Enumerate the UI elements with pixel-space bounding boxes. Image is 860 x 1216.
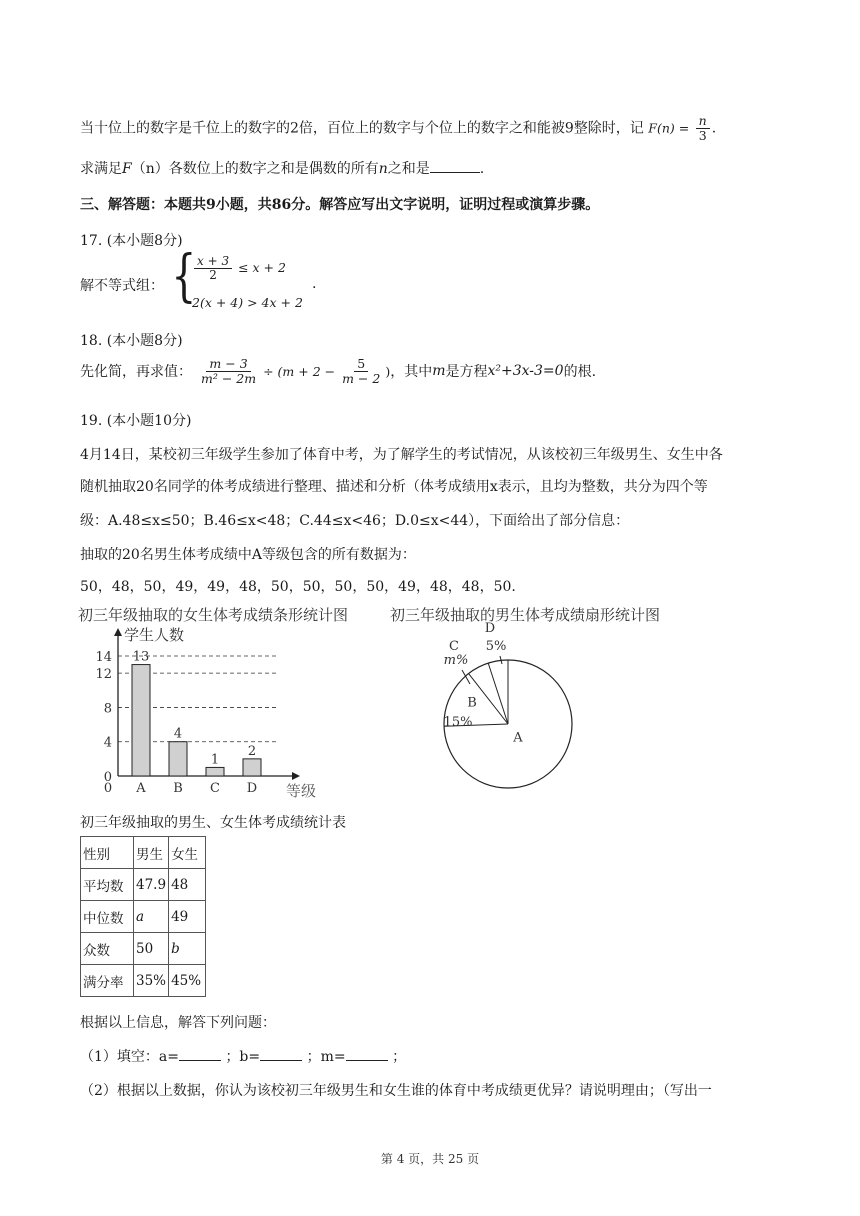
y-tick-label: 12 [95, 667, 112, 683]
F-n-formula: F(n) = [648, 120, 690, 136]
x-axis-arrow [292, 772, 300, 780]
table-cell: 性别 [81, 837, 134, 869]
data-label-D: 2 [247, 743, 257, 759]
problem16-line2: 求满足F（n）各数位上的数字之和是偶数的所有n之和是 . [80, 161, 485, 177]
y-axis-label: 学生人数 [124, 626, 185, 644]
table-cell: 48 [169, 869, 206, 901]
q17-inequality-2: 2(x + 4) > 4x + 2 [192, 295, 303, 310]
q17-inequality-1: $\frac{x + 3}{2}$ ≤ x + 2 [192, 255, 286, 282]
data-label-A: 13 [132, 649, 150, 665]
section-3-heading: 三、解答题：本题共9小题，共86分。解答应写出文字说明，证明过程或演算步骤。 [80, 197, 600, 213]
table-cell: b [169, 933, 206, 965]
pie-chart-title: 初三年级抽取的男生体考成绩扇形统计图 [390, 606, 661, 624]
x-axis-label: 等级 [286, 782, 317, 800]
stats-table [80, 836, 206, 997]
pie-label-C: C [449, 639, 459, 654]
problem16-line1: 当十位上的数字是千位上的数字的2倍，百位上的数字与个位上的数字之和能被9整除时，记 F(n) = $\frac{n}{3}$ . [80, 113, 717, 143]
y-tick-label: 4 [103, 735, 112, 751]
table-cell: 49 [169, 901, 206, 933]
table-row [81, 901, 206, 933]
y-tick-label: 0 [103, 770, 112, 785]
pie-value-B: 15% [443, 715, 473, 730]
blank-m[interactable] [346, 1048, 388, 1061]
q19-heading: 19. (本小题10分) [80, 413, 192, 429]
table-cell: 中位数 [81, 901, 134, 933]
origin-label: 0 [103, 781, 113, 796]
x-tick-A: A [136, 781, 146, 796]
q18-heading: 18. (本小题8分) [80, 333, 183, 349]
table-cell: 45% [169, 965, 206, 997]
q19-paragraph-8: （2）根据以上数据，你认为该校初三年级男生和女生谁的体育中考成绩更优异？请说明理由；（写出一 [80, 1083, 712, 1099]
q19-fill-in: （1）填空：a= ；b= ；m= ； [80, 1049, 407, 1065]
table-cell: 47.9 [134, 869, 169, 901]
table-cell: 男生 [134, 837, 169, 869]
table-cell: 平均数 [81, 869, 134, 901]
pie-label-A: A [513, 730, 523, 746]
table-cell: 众数 [81, 933, 134, 965]
left-brace: { [171, 244, 197, 309]
table-cell: 50 [134, 933, 169, 965]
table-header-row [81, 837, 206, 869]
bar-chart-title: 初三年级抽取的女生体考成绩条形统计图 [78, 606, 349, 624]
page-footer: 第 4 页，共 25 页 [380, 1152, 480, 1166]
bar-A [132, 665, 150, 776]
y-tick-label: 8 [103, 701, 112, 717]
q18-expression: 先化简，再求值： $\frac{m - 3}{\text{m² − 2m}}$ ÷ (m + 2 − $\frac{5}{m - 2}$ ) ，其中 m 是方程 x²+3x-3=0 的根. [80, 356, 597, 386]
pie-value-C: m% [443, 653, 469, 668]
x-tick-B: B [173, 781, 183, 796]
q17-end: . [312, 276, 317, 292]
q19-paragraph-2: 随机抽取20名同学的体考成绩进行整理、描述和分析（体考成绩用x表示，且均为整数，共分为四个等 [80, 479, 708, 495]
q19-paragraph-5: 50，48，50，49，49，48，50，50，50，50，49，48，48，50. [80, 579, 516, 595]
q17-label: 解不等式组： [80, 278, 164, 294]
bar-D [243, 759, 261, 776]
y-tick-label: 14 [95, 650, 112, 665]
pie-label-D: D [484, 621, 496, 636]
q19-paragraph-1: 4月14日，某校初三年级学生参加了体育中考，为了解学生的考试情况，从该校初三年级男生、女生中各 [80, 447, 723, 463]
table-cell: 女生 [169, 837, 206, 869]
q17-heading: 17. (本小题8分) [80, 233, 183, 249]
pie-value-D: 5% [485, 639, 507, 654]
bar-C [206, 767, 224, 776]
answer-blank[interactable] [430, 160, 480, 173]
table-row [81, 869, 206, 901]
pie-chart [420, 618, 590, 798]
table-row [81, 933, 206, 965]
table-row [81, 965, 206, 997]
data-label-B: 4 [173, 726, 183, 742]
table-cell: 满分率 [81, 965, 134, 997]
pie-label-B: B [467, 695, 477, 711]
table-cell: a [134, 901, 169, 933]
y-axis-arrow [114, 628, 122, 636]
bar-B [169, 742, 187, 776]
x-tick-D: D [246, 781, 258, 796]
n-over-3-fraction: $\frac{n}{3}$ [696, 114, 710, 143]
table-caption: 初三年级抽取的男生、女生体考成绩统计表 [80, 815, 346, 831]
q19-paragraph-4: 抽取的20名男生体考成绩中A等级包含的所有数据为： [80, 547, 416, 563]
q19-paragraph-6: 根据以上信息，解答下列问题： [80, 1015, 276, 1031]
bar-chart [80, 622, 330, 802]
blank-b[interactable] [260, 1048, 302, 1061]
table-cell: 35% [134, 965, 169, 997]
blank-a[interactable] [179, 1048, 221, 1061]
data-label-C: 1 [210, 752, 220, 768]
x-tick-C: C [210, 781, 220, 796]
q19-paragraph-3: 级：A.48≤x≤50；B.46≤x<48；C.44≤x<46；D.0≤x<44），下面给出了部分信息： [80, 513, 630, 529]
